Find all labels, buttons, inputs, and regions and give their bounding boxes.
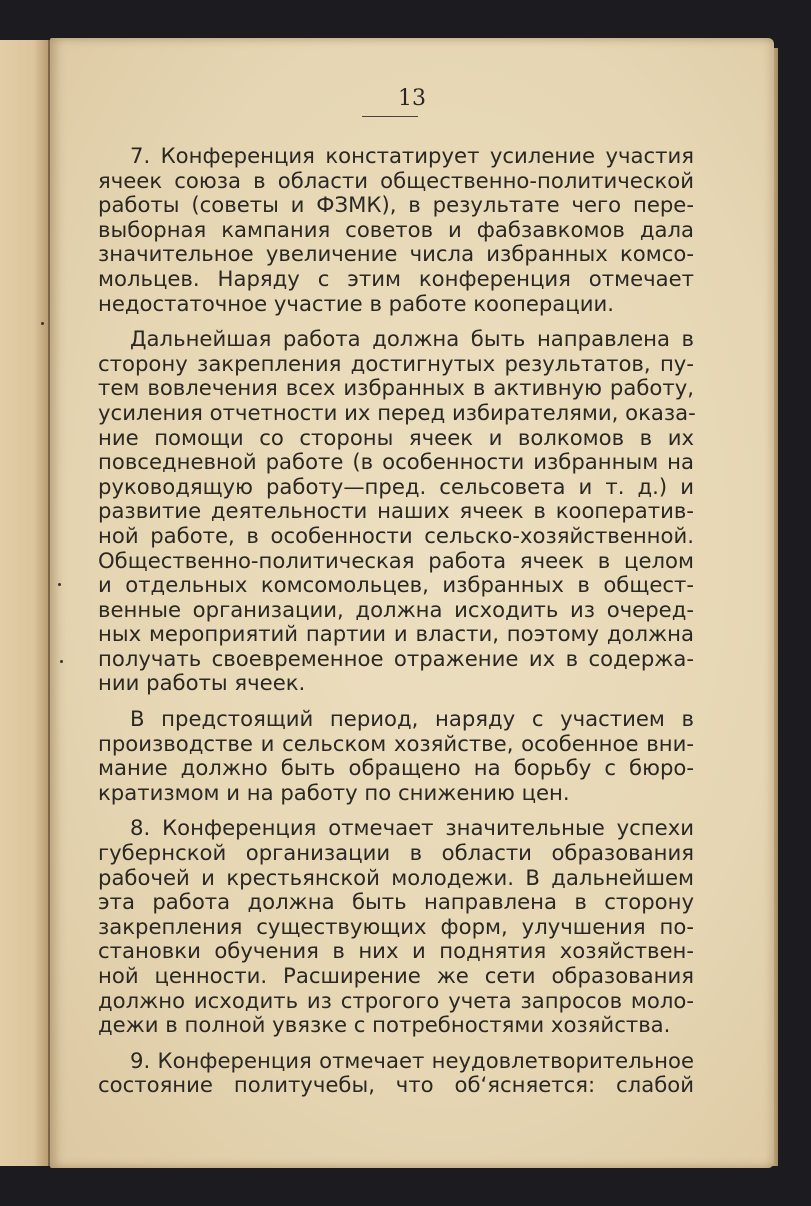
text-line: становки обучения в них и поднятия хозяйствен-: [98, 938, 694, 964]
page-body: [98, 144, 694, 1109]
text-line: значительное увеличение числа избранных комсо-: [98, 241, 694, 267]
text-line: ной работе, в особенности сельско-хозяйственной.: [98, 522, 694, 548]
text-line: усиления отчетности их перед избирателями, оказа-: [98, 399, 696, 425]
text-line: В предстоящий период, наряду с участием в: [130, 706, 694, 732]
text-line: развитие деятельности наших ячеек в кооператив-: [98, 498, 694, 524]
book-page: [50, 38, 774, 1168]
text-line: кратизмом и на работу по снижению цен.: [98, 779, 570, 805]
text-line: губернской организации в области образования: [98, 840, 694, 866]
page-number-rule: [362, 116, 418, 117]
text-line: 7. Конференция констатирует усиление участия: [130, 143, 694, 168]
text-line: венные организации, должна исходить из очеред-: [98, 596, 694, 622]
text-line: сторону закрепления достигнутых результатов, пу-: [98, 350, 694, 376]
text-line: нии работы ячеек.: [98, 670, 306, 696]
margin-mark: [60, 660, 63, 663]
text-line: ных мероприятий партии и власти, поэтому должна: [98, 621, 694, 647]
text-line: Общественно-политическая работа ячеек в целом: [98, 547, 694, 573]
text-line: тем вовлечения всех избранных в активную работу,: [98, 375, 694, 401]
margin-mark: [58, 583, 61, 586]
text-line: эта работа должна быть направлена в сторону: [98, 889, 694, 915]
paragraph: [98, 816, 694, 1037]
text-line: мольцев. Наряду с этим конференция отмечает: [98, 265, 694, 291]
paragraph: [98, 327, 694, 696]
text-line: закрепления существующих форм, улучшения по-: [98, 913, 694, 939]
text-line: производстве и сельском хозяйстве, особенное вни-: [98, 730, 694, 756]
text-line: дежи в полной увязке с потребностями хозяйства.: [98, 1012, 671, 1038]
text-line: ной ценности. Расширение же сети образования: [98, 963, 694, 988]
text-line: ячеек союза в области общественно-политической: [98, 167, 694, 193]
text-line: 9. Конференция отмечает неудовлетворительное: [130, 1047, 694, 1073]
paragraph: [98, 707, 694, 805]
paragraph: [98, 1049, 694, 1098]
text-line: мание должно быть обращено на борьбу с бюро-: [98, 755, 694, 781]
text-line: недостаточное участие в работе кооперации.: [98, 290, 614, 316]
text-line: и отдельных комсомольцев, избранных в общест-: [98, 572, 694, 598]
paragraph: [98, 144, 694, 316]
text-line: ние помощи со стороны ячеек и волкомов в их: [98, 424, 694, 450]
text-line: повседневной работе (в особенности избранным на: [98, 449, 694, 475]
text-line: Дальнейшая работа должна быть направлена в: [130, 326, 694, 352]
text-line: рабочей и крестьянской молодежи. В дальнейшем: [98, 864, 694, 890]
text-line: выборная кампания советов и фабзавкомов дала: [98, 216, 694, 242]
margin-mark: [41, 322, 44, 325]
text-line: 8. Конференция отмечает значительные успехи: [130, 815, 694, 841]
page-number: 13: [398, 86, 426, 111]
text-line: руководящую работу—пред. сельсовета и т. д.) и: [98, 473, 694, 499]
text-line: состояние политучебы, что об‘ясняется: слабой: [98, 1072, 694, 1098]
text-line: работы (советы и ФЗМК), в результате чего пере-: [98, 192, 694, 218]
text-line: должно исходить из строгого учета запросов моло-: [98, 987, 694, 1013]
text-line: получать своевременное отражение их в содержа-: [98, 645, 694, 671]
facing-page-edge: [0, 40, 50, 1166]
